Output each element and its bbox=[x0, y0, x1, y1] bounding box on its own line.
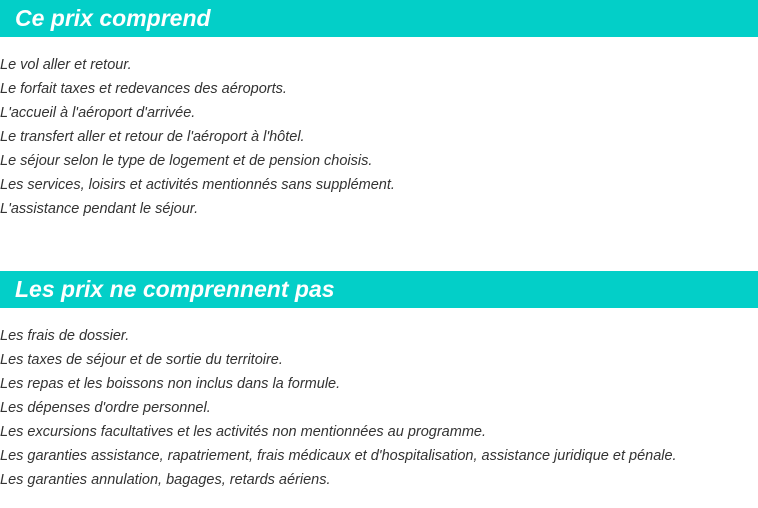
included-list bbox=[0, 55, 395, 223]
list-item: L'accueil à l'aéroport d'arrivée. bbox=[0, 105, 196, 121]
excluded-list bbox=[0, 326, 677, 494]
excluded-section-header bbox=[0, 271, 758, 308]
list-item: L'assistance pendant le séjour. bbox=[0, 201, 199, 217]
included-section-title: Ce prix comprend bbox=[15, 5, 211, 31]
list-item: Le séjour selon le type de logement et de pension choisis. bbox=[0, 153, 373, 169]
list-item: Le transfert aller et retour de l'aéroport à l'hôtel. bbox=[0, 129, 305, 145]
list-item: Le vol aller et retour. bbox=[0, 57, 132, 73]
list-item: Les dépenses d'ordre personnel. bbox=[0, 400, 211, 416]
included-section-header bbox=[0, 0, 758, 37]
excluded-section-title: Les prix ne comprennent pas bbox=[15, 276, 335, 302]
list-item: Les services, loisirs et activités mentionnés sans supplément. bbox=[0, 177, 395, 193]
list-item: Les repas et les boissons non inclus dans la formule. bbox=[0, 376, 341, 392]
list-item: Les excursions facultatives et les activités non mentionnées au programme. bbox=[0, 424, 486, 440]
list-item: Les frais de dossier. bbox=[0, 328, 130, 344]
list-item: Les garanties assistance, rapatriement, frais médicaux et d'hospitalisation, assistance juridique et pénale. bbox=[0, 448, 677, 464]
list-item: Le forfait taxes et redevances des aéroports. bbox=[0, 81, 287, 97]
list-item: Les garanties annulation, bagages, retards aériens. bbox=[0, 472, 331, 488]
list-item: Les taxes de séjour et de sortie du territoire. bbox=[0, 352, 283, 368]
